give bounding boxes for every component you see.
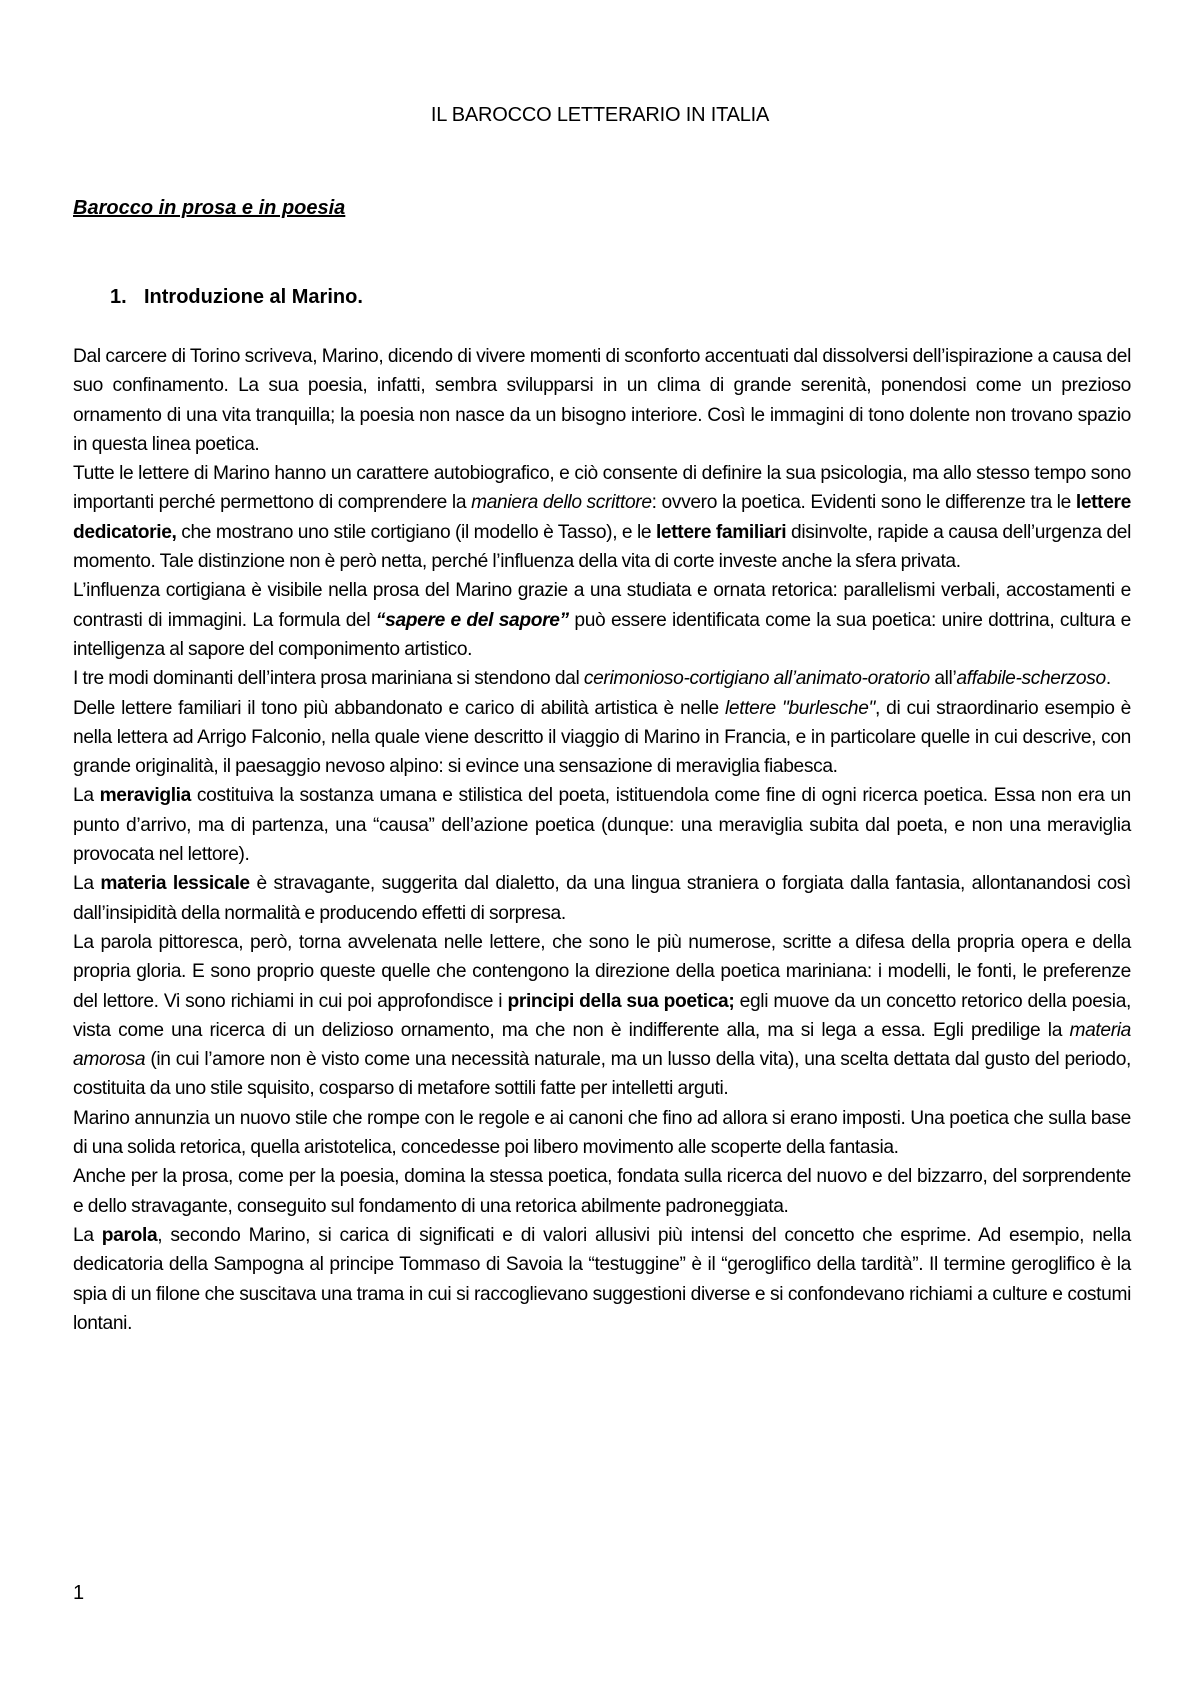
italic-run: lettere "burlesche" xyxy=(724,697,875,719)
paragraph-4 xyxy=(73,664,1131,693)
text-run: La xyxy=(73,785,100,807)
paragraph-10: Anche per la prosa, come per la poesia, domina la stessa poetica, fondata sulla ricerca del nuovo e del bizzarro, del sorprendente e dello stravagante, conseguito sul fondamento di una retorica abilmente padroneggiata. xyxy=(73,1166,1131,1217)
bold-run: materia lessicale xyxy=(100,873,250,895)
text-run: disinvolte, rapide a causa dell’urgenza del momento. Tale distinzione non è però netta, perché l’influenza della vita di corte investe anche la sfera privata. xyxy=(73,521,1131,573)
bold-run: principi della sua poetica; xyxy=(507,990,735,1012)
italic-run: cerimonioso-cortigiano all’animato-oratorio xyxy=(583,668,930,690)
italic-run: maniera dello scrittore xyxy=(471,492,652,514)
text-run: Delle lettere familiari il tono più abbandonato e carico di abilità artistica è nelle xyxy=(73,697,725,719)
text-run: , di cui straordinario esempio è nella lettera ad Arrigo Falconio, nella quale viene descritto il viaggio di Marino in Francia, e in particolare quelle in cui descrive, con grande originalità, il paesaggio nevoso alpino: si evince una sensazione di meraviglia fiabesca. xyxy=(73,697,1131,778)
numbered-heading xyxy=(110,286,363,309)
italic-run: materia amorosa xyxy=(73,1019,1131,1071)
paragraph-9: Marino annunzia un nuovo stile che rompe con le regole e ai canoni che fino ad allora si erano imposti. Una poetica che sulla base di una solida retorica, quella aristotelica, concedesse poi libero movimento alle scoperte della fantasia. xyxy=(73,1107,1131,1159)
paragraph-3 xyxy=(73,576,1131,664)
paragraph-5 xyxy=(73,694,1131,782)
text-run: può essere identificata come la sua poetica: unire dottrina, cultura e intelligenza al sapore del componimento artistico. xyxy=(73,609,1131,660)
text-run: costituiva la sostanza umana e stilistica del poeta, istituendola come fine di ogni ricerca poetica. Essa non era un punto d’arrivo, ma di partenza, una “causa” dell’azione poetica (dunque: una meraviglia subita dal poeta, e non una meraviglia provocata nel lettore). xyxy=(73,785,1131,866)
heading-label: Introduzione al Marino. xyxy=(144,286,363,308)
italic-run: affabile-scherzoso xyxy=(956,668,1106,690)
text-run: all’ xyxy=(929,668,957,690)
text-run: La xyxy=(73,873,101,895)
text-run: è stravagante, suggerita dal dialetto, da una lingua straniera o forgiata dalla fantasia, allontanandosi così dall’insipidità della normalità e producendo effetti di sorpresa. xyxy=(73,873,1131,924)
bold-run: parola xyxy=(101,1224,158,1246)
text-run: La xyxy=(73,1224,102,1246)
text-run: . xyxy=(1105,668,1111,690)
text-run: che mostrano uno stile cortigiano (il modello è Tasso), e le xyxy=(176,521,656,543)
bold-run: lettere familiari xyxy=(655,521,787,543)
text-run: : ovvero la poetica. Evidenti sono le differenze tra le xyxy=(651,492,1076,514)
text-run: La parola pittoresca, però, torna avvelenata nelle lettere, che sono le più numerose, scritte a difesa della propria opera e della propria gloria. E sono proprio queste quelle che contengono la direzione della poetica mariniana: i modelli, le fonti, le preferenze del lettore. Vi sono richiami in cui poi approfondisce i xyxy=(73,931,1131,1012)
document-title: IL BAROCCO LETTERARIO IN ITALIA xyxy=(430,104,770,126)
paragraph-8 xyxy=(73,928,1131,1104)
page-number: 1 xyxy=(73,1582,85,1604)
paragraph-7 xyxy=(73,869,1131,928)
bold-italic-run: “sapere e del sapore” xyxy=(375,609,569,631)
body-text xyxy=(73,342,1131,1338)
bold-run: lettere dedicatorie, xyxy=(73,492,1131,543)
paragraph-1: Dal carcere di Torino scriveva, Marino, dicendo di vivere momenti di sconforto accentuati dal dissolversi dell’ispirazione a causa del suo confinamento. La sua poesia, infatti, sembra svilupparsi in un clima di grande serenità, ponendosi come un prezioso ornamento di una vita tranquilla; la poesia non nasce da un bisogno interiore. Così le immagini di tono dolente non trovano spazio in questa linea poetica. xyxy=(73,346,1131,455)
paragraph-11 xyxy=(73,1221,1131,1338)
text-run: I tre modi dominanti dell’intera prosa mariniana si stendono dal xyxy=(73,668,584,690)
paragraph-2 xyxy=(73,459,1131,576)
heading-number: 1. xyxy=(110,286,127,308)
text-run: (in cui l’amore non è visto come una necessità naturale, ma un lusso della vita), una scelta dettata dal gusto del periodo, costituita da uno stile squisito, cosparso di metafore sottili fatte per intelletti arguti. xyxy=(73,1049,1131,1100)
text-run: , secondo Marino, si carica di significati e di valori allusivi più intensi del concetto che esprime. Ad esempio, nella dedicatoria della Sampogna al principe Tommaso di Savoia la “testuggine” è il “geroglifico della tardità”. Il termine geroglifico è la spia di un filone che suscitava una trama in cui si raccoglievano suggestioni diverse e si confondevano richiami a culture e costumi lontani. xyxy=(73,1224,1131,1334)
text-run: egli muove da un concetto retorico della poesia, vista come una ricerca di un delizioso ornamento, ma che non è indifferente alla, ma si lega a essa. Egli predilige la xyxy=(73,990,1131,1041)
bold-run: meraviglia xyxy=(99,785,191,807)
paragraph-6 xyxy=(73,781,1131,869)
section-subtitle: Barocco in prosa e in poesia xyxy=(73,197,346,219)
text-run: Tutte le lettere di Marino hanno un carattere autobiografico, e ciò consente di definire la sua psicologia, ma allo stesso tempo sono importanti perché permettono di comprendere la xyxy=(73,463,1131,514)
text-run: L’influenza cortigiana è visibile nella prosa del Marino grazie a una studiata e ornata retorica: parallelismi verbali, accostamenti e contrasti di immagini. La formula del xyxy=(73,580,1131,631)
